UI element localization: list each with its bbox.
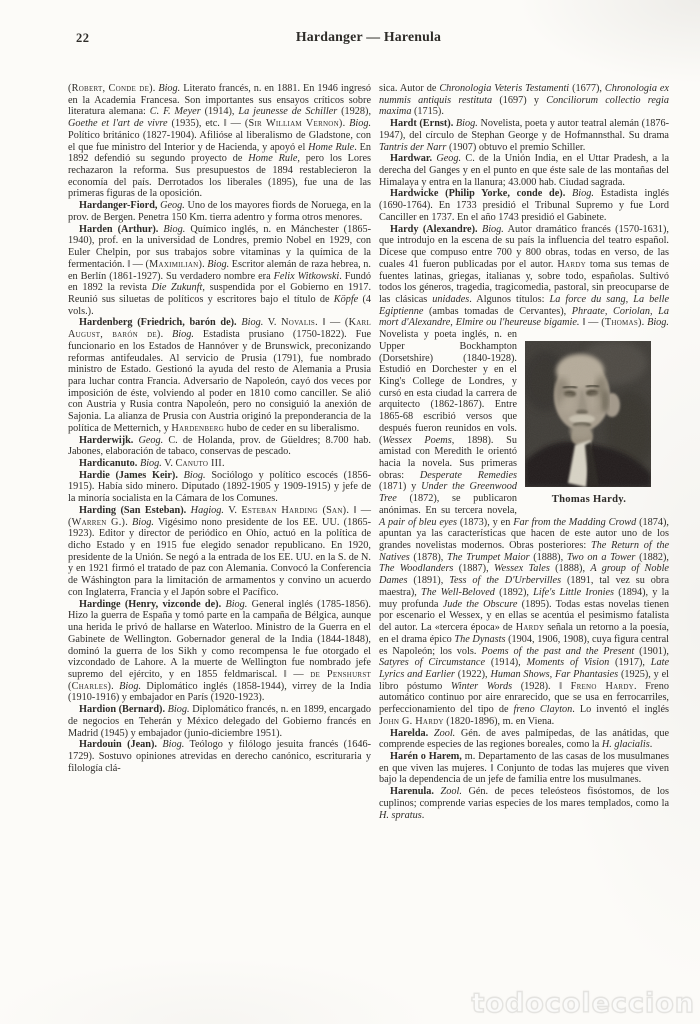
italic-run: Biog. xyxy=(158,83,181,94)
text-run: . xyxy=(160,329,173,341)
entry-headword: Harderwijk. xyxy=(79,434,139,446)
entry-headword: Hardinge (Henry, vizconde de). xyxy=(79,598,226,610)
entry-headword: Harelda. xyxy=(390,727,434,739)
entry-headword: Hardwar. xyxy=(390,153,437,165)
text-run: (1914), xyxy=(485,657,527,669)
text-run: (1892), xyxy=(494,586,534,598)
italic-run: Biog. xyxy=(349,118,372,130)
text-run: . xyxy=(421,809,425,821)
text-run: Gén. de aves palmípedas, de las anátidas, que comprende especies de las regiones boreales, como la xyxy=(379,727,669,751)
text-run: (1922), xyxy=(454,668,491,680)
italic-run: Felix Witkowski xyxy=(273,270,340,282)
text-run: . ‖ — xyxy=(346,504,371,516)
italic-run: Biog. xyxy=(163,223,186,235)
text-run: Estadista inglés (1690-1764). En 1733 presidió el Tribunal Supremo y fue Lord Canciller en 1737. En el año 1743 presidió el Gabinete. xyxy=(379,188,669,223)
smallcaps-run: Novalis xyxy=(281,317,316,329)
page-number: 22 xyxy=(76,31,90,45)
text-columns xyxy=(68,83,669,821)
italic-run: Jude the Obscure xyxy=(442,598,518,610)
italic-run: Köpfe xyxy=(333,293,359,305)
thomas-hardy-portrait-photo xyxy=(525,341,651,487)
page-header xyxy=(68,29,669,49)
italic-run: Biog. xyxy=(207,258,230,270)
italic-run: The Trumpet Maior xyxy=(447,551,530,563)
italic-run: The Return of the Natives xyxy=(379,540,669,563)
text-run: (1904, 1906, 1908), cuya figura central es Napoleón; los vols. xyxy=(379,633,669,657)
italic-run: Geog. xyxy=(138,434,164,446)
text-run: (4 vols.). xyxy=(68,293,371,317)
text-run: ‖ — xyxy=(579,317,602,329)
italic-run: Biog. xyxy=(241,317,264,329)
right-column xyxy=(379,83,669,821)
smallcaps-run: (Warren G.) xyxy=(68,516,126,528)
italic-run: A group of Noble Dames xyxy=(379,563,669,587)
italic-run: The Dynasts xyxy=(454,633,506,645)
text-run: Literato francés, n. en 1881. En 1946 ingresó en la Academia Francesa. Son importantes sus ensayos críticos sobre literatura alemana: xyxy=(68,83,372,118)
italic-run: The Well-Beloved xyxy=(421,586,495,598)
italic-run: Satyres of Circumstance xyxy=(379,657,485,669)
entry-paragraph xyxy=(68,458,371,470)
text-run: y poeta inglés, n. en Upper Bockhampton (Dorsetshire) (1840-1928). Estudió en Dorchester y en el King's College de Londres, y cursó en esta ciudad la carrera de arquitecto (1862-1867). Entre 1865-68 escribió versos que después fueron reunidos en vols. ( xyxy=(379,329,517,446)
entry-paragraph xyxy=(68,505,371,599)
text-run: C. de Holanda, prov. de Güeldres; 8.700 hab. Jabones, elaboración de tabaco, conservas de pescado. xyxy=(68,434,371,458)
entry-paragraph xyxy=(379,83,669,118)
italic-run: Poems of the past and the Present xyxy=(481,645,635,657)
text-run: Gén. de peces teleósteos fisóstomos, de los cuplinos; comprende varias especies de los mares templados, como la xyxy=(379,786,670,809)
text-run: (1891), xyxy=(407,575,450,587)
text-run: . xyxy=(342,118,350,130)
text-run: . xyxy=(152,83,159,94)
text-run: Diplomático francés, n. en 1899, encargado de negocios en Teherán y México delegado del Gobierno francés en Madrid (1945) y embajador (junio-diciembre 1951). xyxy=(68,704,371,739)
text-run: Novelista, poeta y autor teatral alemán (1876-1947), del círculo de Stephan George y de Hofmannsthal. Su drama xyxy=(379,118,669,141)
italic-run: Wessex Poems xyxy=(382,434,452,446)
italic-run: The Woodlanders xyxy=(379,563,454,575)
italic-run: Wessex Tales xyxy=(493,563,550,575)
text-run: V. xyxy=(161,458,176,469)
text-run: General inglés (1785-1856). Hizo la guerra de España y tomó parte en la campaña de Bélgica, aunque una herida le privó de hallarse en Waterloo. Ministro de la Guerra en el Gabinete de Wellington. Gobernador general de la India (1844-1848), dominó la guerra de los Sikh y como recompensa le fue otorgado el vizcondado de Lahore. A la muerte de Wellington fue nombrado jefe supremo del ejército, y en 1855 feldmariscal. ‖ — xyxy=(68,598,371,680)
entry-headword: Hardenberg (Friedrich, barón de). xyxy=(79,317,242,329)
italic-run: Biog. xyxy=(172,329,194,341)
text-run: (1715). xyxy=(411,106,444,118)
text-run: m. Departamento de las casas de los musulmanes en que viven las mujeres. ‖ Conjunto de todas las mujeres que viven bajo la dependencia de un jefe de familia entre los musulmanes. xyxy=(379,750,669,786)
italic-run: Home Rule xyxy=(308,141,355,153)
text-run: (1925), y el libro póstumo xyxy=(379,668,670,692)
text-run: (1928). ‖ xyxy=(512,680,571,692)
italic-run: Biog. xyxy=(481,223,504,235)
smallcaps-run: Esteban Harding (San) xyxy=(241,504,347,516)
text-run: Uno de los mayores fiords de Noruega, en la prov. de Bergen. Penetra 150 Km. tierra adentro y forma otros menores. xyxy=(68,200,371,223)
text-run: V. xyxy=(263,317,282,329)
text-run: (1895). Todas estas novelas tienen por escenario el Wessex, y en ellas se acentúa el pesimismo fatalista del autor. La «tercera época» de xyxy=(379,598,669,634)
entry-headword: Harén o Harem, xyxy=(390,750,465,762)
italic-run: Two on a Tower xyxy=(566,551,636,563)
text-run: Químico inglés, n. en Mánchester (1865-1940), prof. en la universidad de Londres, premio Nobel en 1929, con Euler Chelpin, por sus trabajos sobre vitaminas y la química de la fermentación. ‖ — xyxy=(68,223,371,270)
italic-run: Biog. xyxy=(139,458,162,469)
watermark-text: todocoleccion xyxy=(471,988,695,1019)
text-run: (1917), xyxy=(609,657,651,669)
text-run: (1888), xyxy=(549,563,591,575)
italic-run: Life's Little Ironies xyxy=(533,586,614,598)
italic-run: H. spratus xyxy=(379,809,422,821)
left-column xyxy=(68,83,371,821)
text-run: Novelista xyxy=(379,329,424,341)
entry-paragraph xyxy=(379,728,669,751)
entry-paragraph xyxy=(68,470,371,505)
text-run: . Lo inventó el inglés xyxy=(572,704,669,716)
text-run: (1878), xyxy=(409,551,448,563)
italic-run: Biog. xyxy=(647,317,669,329)
entry-headword: Harenula. xyxy=(390,786,441,798)
photo-caption: Thomas Hardy. xyxy=(551,494,627,506)
italic-run: Hagiog. xyxy=(190,504,224,516)
italic-run: Phraate, Coriolan, La mort d'Alexandre, Elmire ou l'heureuse bigamie. xyxy=(379,305,669,329)
text-run: Sociólogo y político escocés (1856-1915). Había sido minero. Diputado (1892-1905 y 1909-1915) y jefe de la minoría socialista en la Cámara de los Comunes. xyxy=(68,469,371,505)
entry-paragraph xyxy=(379,786,669,821)
text-run: toma sus temas de fuentes latinas, griegas, italianas y, sobre todo, españolas. Sultivó todos los géneros, tragedia, tragicomedia, pastoral, sin preocuparse de las clásicas xyxy=(379,258,669,305)
italic-run: Chronologia Veteris Testamenti xyxy=(439,83,570,94)
entry-paragraph xyxy=(379,751,669,786)
italic-run: La force du sang, La belle Egiptienne xyxy=(379,293,669,317)
italic-run: A pair of bleu eyes xyxy=(379,516,457,528)
text-run: (1901), xyxy=(634,645,669,657)
text-run: . Fundó en 1892 la revista xyxy=(68,270,371,294)
text-run: (1928), xyxy=(337,106,372,118)
smallcaps-run: (Karl August, barón de) xyxy=(68,317,371,341)
smallcaps-run: Canuto III xyxy=(175,458,222,469)
italic-run: Geog. xyxy=(160,200,185,212)
entry-paragraph xyxy=(68,200,371,223)
entry-headword: Hardanger-Fiord, xyxy=(79,200,161,212)
entry-paragraph xyxy=(68,224,371,318)
entry-headword: Hardt (Ernst). xyxy=(390,118,456,130)
text-run: (ambas tomadas de Cervantes), xyxy=(423,305,572,317)
italic-run: Tantris der Narr xyxy=(379,141,447,153)
text-run: . Freno automático continuo por aire enrarecido, que se usa en ferrocarriles, perfeccionamiento del tipo de xyxy=(379,680,669,716)
text-run: , pero los Lores rechazaron la reforma. Sus presupuestos de 1894 restablecieron la economía del país. Derrotados los liberales (1895), fue una de las primeras figuras de la oposición. xyxy=(68,153,372,200)
italic-run: Chronologia ex nummis antiquis restituta xyxy=(379,83,669,106)
text-run: (1914), xyxy=(200,106,239,118)
text-run: , 1898). Su amistad con Meredith le orientó hacia la novela. Sus primeras obras: xyxy=(379,434,517,481)
entry-headword: Hardion (Bernard). xyxy=(79,704,168,716)
text-run: . xyxy=(221,458,225,469)
entry-headword: Harding (San Esteban). xyxy=(79,504,191,516)
text-run: . En 1892 defendió su segundo proyecto de xyxy=(68,141,372,165)
text-run: C. de la Unión India, en el Uttar Pradesh, a la derecha del Ganges y en el punto en que éste sale de las montañas del Himalaya y entra en la llanura; 43.000 hab. Ciudad sagrada. xyxy=(379,153,669,188)
italic-run: Winter Words xyxy=(450,680,513,692)
text-run: (1887), xyxy=(453,563,494,575)
italic-run: Home Rule xyxy=(248,153,298,165)
italic-run: Biog. xyxy=(167,704,190,716)
italic-run: Biog. xyxy=(455,118,478,130)
entry-paragraph xyxy=(68,317,371,434)
italic-run: Zool. xyxy=(440,786,462,798)
italic-run: Zool. xyxy=(433,727,456,739)
italic-run: Biog. xyxy=(162,739,185,751)
italic-run: Biog. xyxy=(225,598,248,610)
text-run: (1697) y xyxy=(492,94,547,106)
italic-run: Under the Greenwood Tree xyxy=(379,481,517,505)
entry-headword: Harden (Arthur). xyxy=(79,223,164,235)
italic-run: Desperate Remedies xyxy=(419,469,517,481)
text-run: . xyxy=(111,680,120,692)
text-run: (1874), apuntan ya las características que hacen de este autor uno de los grandes novelistas modernos. Obras posteriores: xyxy=(379,516,669,552)
smallcaps-run: John G. Hardy xyxy=(379,715,444,727)
smallcaps-run: (Sir William Vernon) xyxy=(244,118,343,130)
text-run: señala un retorno a la poesía, en el drama épico xyxy=(379,622,669,645)
smallcaps-run: Hardy xyxy=(515,622,545,634)
entry-paragraph xyxy=(379,188,669,223)
text-run: (1935), etc. ‖ — xyxy=(167,118,245,130)
text-run: Diplomático inglés (1858-1944), virrey de la India (1910-1916) y embajador en París (1920-1923). xyxy=(68,680,371,704)
entry-headword: Hardie (James Keir). xyxy=(79,469,184,481)
smallcaps-run: (Maximilian) xyxy=(145,258,203,270)
italic-run: unidades xyxy=(432,293,470,305)
italic-run: Far from the Madding Crowd xyxy=(513,516,637,528)
text-run: (1677), xyxy=(569,83,605,94)
text-run: . Algunos títulos: xyxy=(469,293,550,305)
smallcaps-run: Hardenberg xyxy=(171,422,225,434)
text-run: V. xyxy=(223,504,242,516)
text-run: . xyxy=(202,258,208,270)
text-run: (1882), xyxy=(635,551,669,563)
text-run: (1891, tal vez su obra maestra), xyxy=(379,575,669,598)
portrait-photo-graphic xyxy=(525,341,651,487)
text-run: Político británico (1827-1904). Afilióse al liberalismo de Gladstone, con el que fue ministro del Interior y de Hacienda, y apoyó el xyxy=(68,129,371,153)
entry-paragraph xyxy=(68,739,371,774)
italic-run: Biog. xyxy=(119,680,142,692)
entry-paragraph xyxy=(379,118,669,153)
italic-run: C. F. Meyer xyxy=(149,106,201,118)
italic-run: Biog. xyxy=(572,188,594,200)
entry-headword: Hardwicke (Philip Yorke, conde de). xyxy=(390,188,573,200)
smallcaps-run: de Penshurst (Charles) xyxy=(68,668,371,692)
page-title: Hardanger — Harenula xyxy=(295,29,442,44)
italic-run: Late Lyrics and Earlier xyxy=(379,657,670,680)
entry-headword: Hardouin (Jean). xyxy=(79,739,163,751)
italic-run: Geog. xyxy=(436,153,462,165)
italic-run: La jeunesse de Schiller xyxy=(238,106,338,118)
smallcaps-run: Freno Hardy xyxy=(570,680,634,692)
text-run: . xyxy=(641,317,648,329)
text-run: Teólogo y filólogo jesuita francés (1646-1729). Sostuvo opiniones atrevidas en derecho canónico, escrituraria y filología clá- xyxy=(68,739,371,774)
italic-run: Biog. xyxy=(183,469,206,481)
italic-run: Tess of the D'Urbervilles xyxy=(449,575,562,587)
smallcaps-run: (Robert, Conde de) xyxy=(68,83,153,94)
text-run: hubo de ceder en su liberalismo. xyxy=(224,422,360,434)
figure-thomas-hardy xyxy=(525,341,653,506)
entry-paragraph xyxy=(68,435,371,458)
entry-headword: Hardicanuto. xyxy=(79,458,140,469)
italic-run: Die Zukunft xyxy=(151,282,203,294)
text-run: (1907) obtuvo el premio Schiller. xyxy=(446,141,586,153)
smallcaps-run: Hardy xyxy=(557,258,586,270)
entry-paragraph xyxy=(379,153,669,188)
text-run: (1873), y en xyxy=(456,516,514,528)
smallcaps-run: (Thomas) xyxy=(601,317,642,329)
text-run: , suspendida por el Gobierno en 1917. Reunió sus siluetas de políticos y escritores bajo el título de xyxy=(68,282,372,305)
italic-run: Human Shows, Far Phantasies xyxy=(490,668,619,680)
entry-paragraph xyxy=(379,224,669,728)
italic-run: H. glacialis xyxy=(601,739,650,751)
text-run: Estadista prusiano (1750-1822). Fue funcionario en los Estados de Hannóver y de Brunswick, preconizando reformas antifeudales. Al servicio de Prusia (1791), fue nombrado ministro de Estado. Gestionó la ayuda del resto de Alemania a Prusia para luchar contra Francia. Adversario de Napoleón, cayó dos veces por imposición de éste, volviendo al poder en 1810 como canciller. Se alió con Austria y Rusia contra Napoleón, pero no consiguió la anexión de Sajonia. La alianza de Prusia con Austria originó la preponderancia de la política de Metternich, y xyxy=(68,329,371,434)
entry-headword: Hardy (Alexandre). xyxy=(390,223,482,235)
text-run: Autor dramático francés (1570-1631), que introdujo en la escena de su país la influencia del teatro español. Dícese que compuso entre 700 y 800 obras, todas en verso, de las cuales 41 fueron publicadas por el autor. xyxy=(379,223,669,270)
italic-run: Biog. xyxy=(132,516,154,528)
text-run: (1888), xyxy=(529,551,567,563)
text-run: (1872), se publicaron anónimas. En su tercera novela, xyxy=(379,493,517,516)
text-run: . xyxy=(649,739,653,751)
text-run: (1894), y la muy profunda xyxy=(379,586,669,610)
text-run: . ‖ — xyxy=(315,317,345,329)
italic-run: Goethe et l'art de vivre xyxy=(68,118,168,130)
text-run: (1871) y xyxy=(379,481,422,493)
entry-paragraph xyxy=(68,599,371,704)
entry-paragraph xyxy=(68,704,371,739)
italic-run: Moments of Vision xyxy=(526,657,610,669)
text-run: . xyxy=(125,516,132,528)
text-run: Escritor alemán de raza hebrea, n. en Berlín (1861-1927). Su verdadero nombre era xyxy=(68,258,371,282)
text-run: (1820-1896), m. en Viena. xyxy=(443,715,555,727)
entry-paragraph xyxy=(68,83,371,200)
text-run: sica. Autor de xyxy=(379,83,440,94)
italic-run: freno Clayton xyxy=(513,704,573,716)
text-run: Vigésimo nono presidente de los EE. UU. (1865-1923). Editor y director de periódico en Ohío, actuó en la política de dicho Estado y en 1915 fue elegido senador republicano. En 1920, presidente de la Unión. Se negó a la entrada de los EE. UU. en la S. de N. y en 1921 firmó el tratado de paz con Alemania. Convocó la Conferencia de Wáshington para la limitación de armamentos y convino un acuerdo con Inglaterra, Francia y el Japón sobre el Pacífico. xyxy=(68,516,371,598)
italic-run: Conciliorum collectio regia maxima xyxy=(379,94,669,118)
